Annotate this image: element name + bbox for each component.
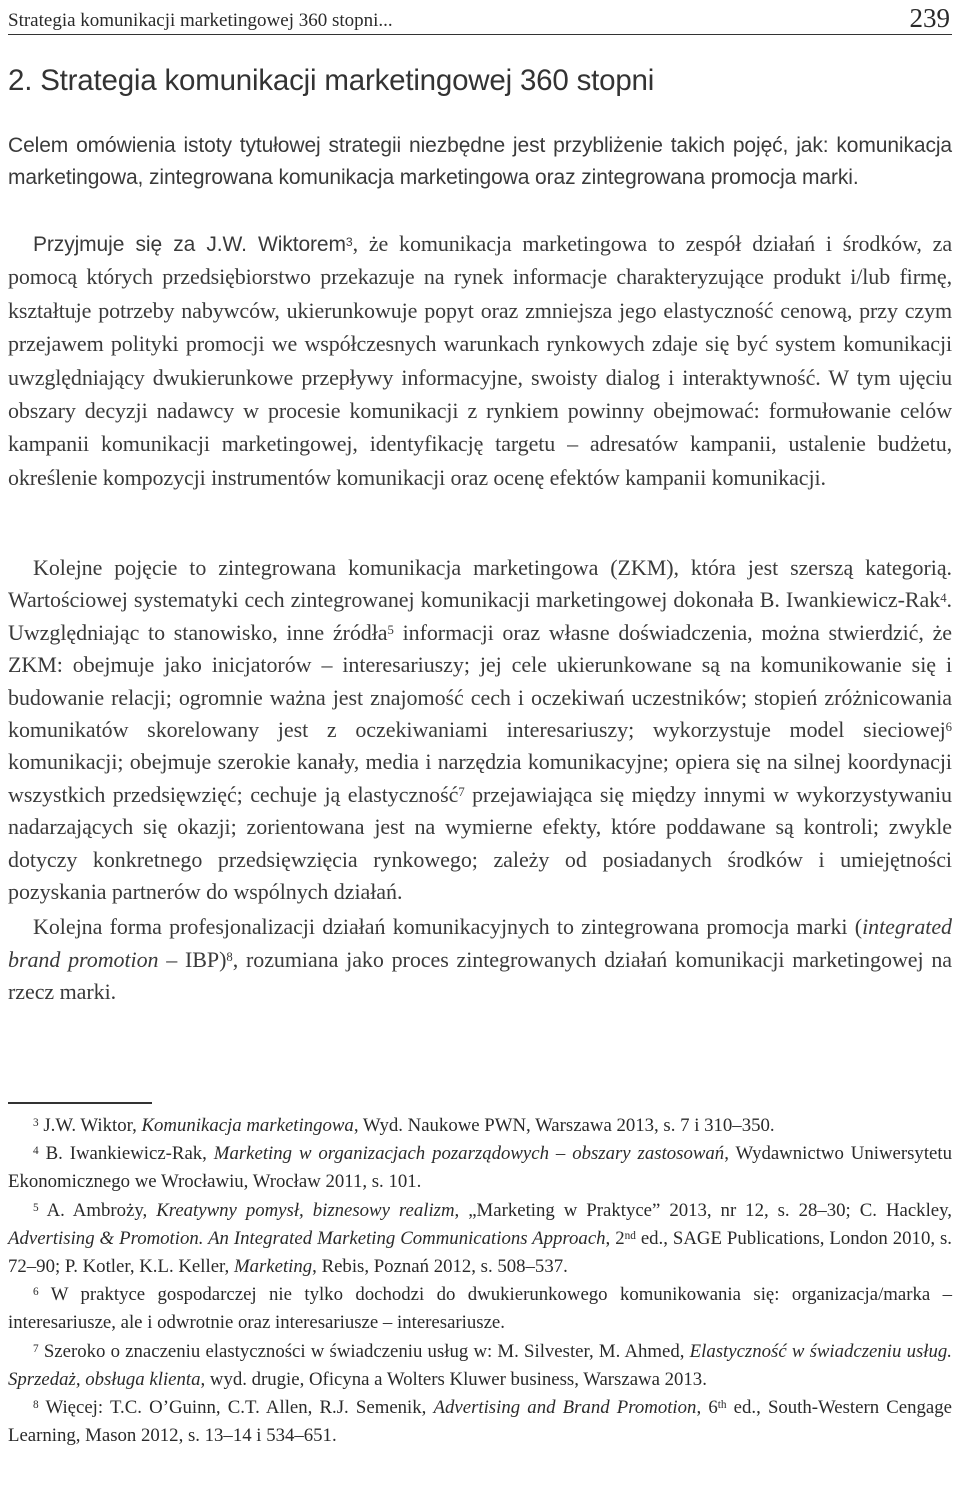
footnote-number: 7: [33, 1342, 39, 1355]
footnote-8: [8, 1394, 952, 1450]
footnote-title: Kreatywny pomysł, biznesowy realizm: [156, 1199, 455, 1221]
paragraph-4: [8, 911, 952, 1008]
section-title: 2. Strategia komunikacji marketingowej 360 stopni: [8, 64, 655, 97]
paragraph-4-part-b: – IBP): [158, 946, 227, 972]
paragraph-4-part-a: Kolejna forma profesjonalizacji działań komunikacyjnych to zintegrowana promocja marki (: [33, 914, 863, 940]
footnote-ref-7[interactable]: 7: [458, 785, 465, 800]
footnote-ref-6[interactable]: 6: [945, 720, 952, 735]
ordinal-suffix: nd: [624, 1229, 636, 1242]
paragraph-3: [8, 552, 952, 908]
footnote-number: 6: [33, 1286, 39, 1299]
footnote-text: Więcej: T.C. O’Guinn, C.T. Allen, R.J. Semenik,: [45, 1397, 434, 1419]
footnote-text: , wyd. drugie, Oficyna a Wolters Kluwer business, Warszawa 2013.: [200, 1368, 707, 1390]
footnotes: [8, 1112, 952, 1450]
footnote-number: 8: [33, 1398, 39, 1411]
paragraph-3-part-a: Kolejne pojęcie to zintegrowana komunikacja marketingowa (ZKM), która jest szerszą kategorią. Wartościowej systematyki cech zintegrowanej komunikacji marketingowej dokonała B. Iwankiewicz-Rak: [8, 555, 952, 613]
footnote-number: 5: [33, 1201, 39, 1214]
running-title: Strategia komunikacji marketingowej 360 stopni...: [8, 10, 393, 31]
paragraph-1: Celem omówienia istoty tytułowej strategii niezbędne jest przybliżenie takich pojęć, jak: komunikacja marketingowa, zintegrowana komunikacja marketingowa oraz zintegrowana promocja marki.: [8, 134, 952, 190]
footnote-5: [8, 1197, 952, 1282]
page-number: 239: [909, 3, 950, 33]
footnote-text: , 2: [605, 1227, 625, 1249]
footnote-6: [8, 1281, 952, 1337]
footnote-title: Advertising and Brand Promotion: [433, 1397, 697, 1419]
paragraph-3-part-e: przejawiająca się między innymi w wykorzystywaniu nadarzających się okazji; zorientowana jest na wymierne efekty, które poddawane są kontroli; zwykle dotyczy konkretnego przedsięwzięcia rynkowego; zależy od posiadanych środków i umiejętności pozyskania partnerów do wspólnych działań.: [8, 781, 952, 905]
footnote-text: , 6: [696, 1397, 718, 1419]
footnote-text: , Rebis, Poznań 2012, s. 508–537.: [312, 1256, 568, 1278]
paragraph-3-part-c: informacji oraz własne doświadczenia, można stwierdzić, że ZKM: obejmuje jako inicjatorów – interesariuszy; jej cele ukierunkowane są na komunikowanie się i budowanie relacji; ogromnie ważna jest znajomość cech i oczekiwań uczestników; stopień zróżnicowania komunikatów skorelowany jest z oczekiwaniami interesariuszy; wykorzystuje model sieciowej: [8, 619, 952, 743]
footnote-number: 4: [33, 1145, 39, 1158]
footnote-3: [8, 1112, 952, 1140]
footnote-ref-5[interactable]: 5: [387, 623, 394, 638]
zkm-paragraph-block: [8, 552, 952, 1009]
footnote-title: Advertising & Promotion. An Integrated Marketing Communications Approach: [8, 1227, 606, 1249]
footnote-text: B. Iwankiewicz-Rak,: [45, 1143, 214, 1165]
running-header: [8, 4, 952, 35]
footnote-ref-8[interactable]: 8: [226, 950, 233, 965]
paragraph-3-part-b: . Uwzględniając to stanowisko, inne źródła: [8, 587, 952, 645]
footnote-text: A. Ambroży,: [46, 1199, 157, 1221]
paragraph-2-start: Przyjmuje się za J.W. Wiktorem: [33, 233, 346, 256]
footnote-text: W praktyce gospodarczej nie tylko dochodzi do dwukierunkowego komunikowania się: organizacja/marka – interesariusze, ale i odwrotnie oraz interesariusze – interesariusze.: [8, 1284, 952, 1334]
footnote-title: Marketing w organizacjach pozarządowych – obszary zastosowań: [213, 1143, 725, 1165]
footnote-7: [8, 1338, 952, 1394]
footnote-ref-3[interactable]: 3: [345, 234, 353, 249]
footnote-4: [8, 1140, 952, 1196]
footnote-text: , „Marketing w Praktyce” 2013, nr 12, s. 28–30; C. Hackley,: [454, 1199, 952, 1221]
paragraph-4-part-c: , rozumiana jako proces zintegrowanych działań komunikacji marketingowej na rzecz marki.: [8, 946, 953, 1005]
footnote-text: , Wydawnictwo Uniwersytetu Ekonomicznego we Wrocławiu, Wrocław 2011, s. 101.: [8, 1143, 952, 1193]
definition-paragraph-block: [8, 228, 952, 495]
footnote-separator: [8, 1102, 152, 1104]
footnote-text: J.W. Wiktor,: [43, 1115, 142, 1136]
footnote-title: Elastyczność w świadczeniu usług. Sprzedaż, obsługa klienta: [8, 1340, 952, 1390]
paragraph-4-italic-term: integrated brand promotion: [8, 914, 952, 972]
footnote-text: , Wyd. Naukowe PWN, Warszawa 2013, s. 7 i 310–350.: [353, 1115, 775, 1136]
footnote-number: 3: [33, 1116, 39, 1129]
paragraph-2: [8, 228, 952, 495]
footnote-title: Marketing: [233, 1256, 313, 1278]
paragraph-3-part-d: komunikacji; obejmuje szerokie kanały, media i narzędzia komunikacyjne; opiera się na silnej koordynacji wszystkich przedsięwzięć; cechuje ją elastyczność: [8, 749, 952, 807]
ordinal-suffix: th: [717, 1398, 727, 1411]
footnote-text: ed., South-Western Cengage Learning, Mason 2012, s. 13–14 i 534–651.: [8, 1397, 952, 1447]
footnote-text: Szeroko o znaczeniu elastyczności w świadczeniu usług w: M. Silvester, M. Ahmed,: [43, 1340, 690, 1362]
footnote-text: ed., SAGE Publications, London 2010, s. 72–90; P. Kotler, K.L. Keller,: [8, 1227, 952, 1278]
intro-paragraph: [8, 130, 952, 195]
paragraph-2-rest: , że komunikacja marketingowa to zespół działań i środków, za pomocą których przedsiębiorstwo przekazuje na rynek informacje charakteryzujące produkt i/lub firmę, kształtuje potrzeby nabywców, ukierunkowuje popyt oraz zmniejsza jego elastyczność cenową, przy czym przejawem polityki promocji we współczesnych warunkach rynkowych zdaje się być system komunikacji uwzględniający dwukierunkowe przepływy informacyjne, swoisty dialog i interaktywność. W tym ujęciu obszary decyzji nadawcy w procesie komunikacji z rynkiem powinny obejmować: formułowanie celów kampanii komunikacji marketingowej, identyfikację targetu – adresatów kampanii, ustalenie budżetu, określenie kompozycji instrumentów komunikacji oraz ocenę efektów kampanii komunikacji.: [8, 231, 952, 490]
footnote-title: Komunikacja marketingowa: [141, 1115, 354, 1136]
footnote-ref-4[interactable]: 4: [940, 590, 947, 605]
